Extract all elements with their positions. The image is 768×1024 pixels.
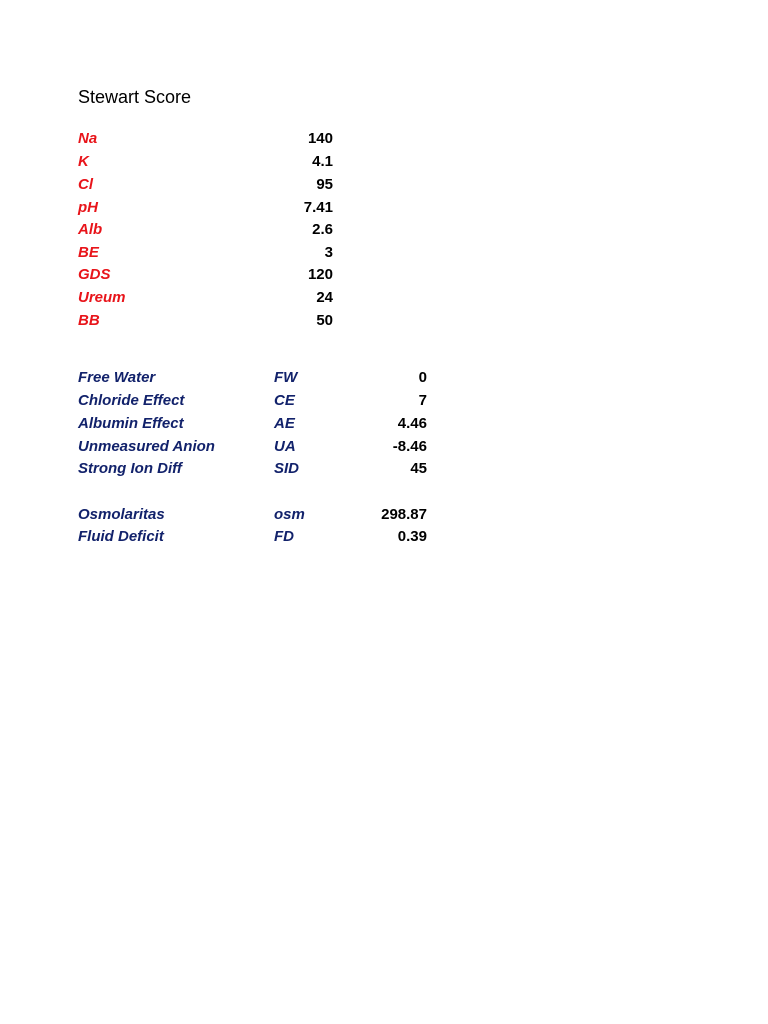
sheet-title: Stewart Score [78, 87, 192, 107]
input-row-ureum [0, 287, 768, 309]
total-abbreviation: osm [274, 506, 305, 523]
input-row-na [0, 128, 768, 150]
effect-value: 45 [410, 460, 427, 477]
input-row-alb [0, 219, 768, 241]
input-value: 50 [316, 312, 333, 329]
effect-value: 7 [418, 392, 427, 409]
total-value: 298.87 [381, 506, 427, 523]
input-value: 7.41 [303, 199, 333, 216]
effect-label: Chloride Effect [78, 392, 185, 409]
effect-row-unmeasured-anion [0, 436, 768, 458]
effect-abbreviation: CE [274, 392, 295, 409]
input-label: Alb [78, 221, 103, 238]
effect-row-free-water [0, 367, 768, 389]
effect-row-albumin [0, 413, 768, 435]
total-value: 0.39 [397, 528, 427, 545]
total-label: Osmolaritas [78, 506, 165, 523]
effect-value: -8.46 [392, 438, 427, 455]
effect-label: Unmeasured Anion [78, 438, 215, 455]
effect-abbreviation: FW [274, 369, 298, 386]
total-abbreviation: FD [274, 528, 294, 545]
input-row-bb [0, 310, 768, 332]
input-value: 140 [307, 130, 333, 147]
input-label: Ureum [78, 289, 126, 306]
input-row-ph [0, 197, 768, 219]
input-value: 4.1 [312, 153, 333, 170]
total-row-fluid-deficit [0, 526, 768, 548]
input-value: 95 [316, 176, 333, 193]
input-label: BE [78, 244, 99, 261]
input-row-cl [0, 174, 768, 196]
effect-row-strong-ion-diff [0, 458, 768, 480]
effect-value: 4.46 [397, 415, 427, 432]
effect-abbreviation: UA [274, 438, 296, 455]
input-value: 3 [324, 244, 333, 261]
input-row-be [0, 242, 768, 264]
input-label: Na [78, 130, 98, 147]
input-label: BB [78, 312, 100, 329]
input-row-k [0, 151, 768, 173]
input-value: 24 [316, 289, 333, 306]
input-label: GDS [78, 266, 111, 283]
input-value: 120 [307, 266, 333, 283]
effect-abbreviation: SID [274, 460, 300, 477]
input-label: Cl [78, 176, 93, 193]
total-row-osmolaritas [0, 504, 768, 526]
effect-value: 0 [418, 369, 427, 386]
effect-row-chloride [0, 390, 768, 412]
input-label: pH [78, 199, 98, 216]
input-row-gds [0, 264, 768, 286]
total-label: Fluid Deficit [78, 528, 164, 545]
input-label: K [78, 153, 89, 170]
effect-abbreviation: AE [274, 415, 295, 432]
effect-label: Strong Ion Diff [78, 460, 182, 477]
effect-label: Albumin Effect [78, 415, 184, 432]
input-value: 2.6 [312, 221, 333, 238]
effect-label: Free Water [78, 369, 156, 386]
